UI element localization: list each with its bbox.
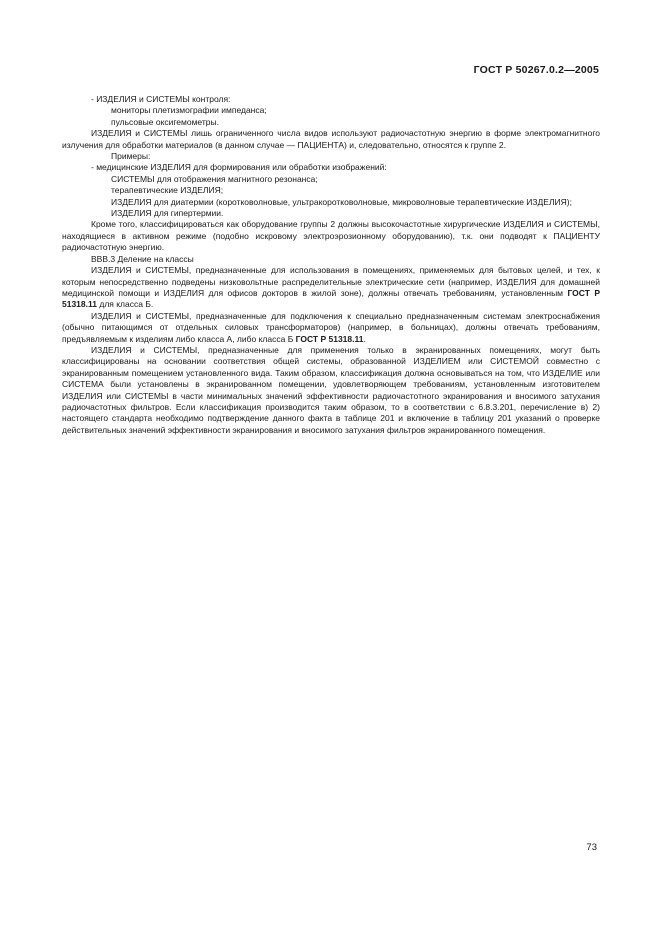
- paragraph: ИЗДЕЛИЯ и СИСТЕМЫ лишь ограниченного числа видов используют радиочастотную энергию в форме электромагнитного излучения для обработки материалов (в данном случае — ПАЦИЕНТА) и, следовательно, относятся к группе 2.: [62, 128, 600, 150]
- list-item: - медицинские ИЗДЕЛИЯ для формирования или обработки изображений:: [91, 162, 387, 173]
- list-item: ИЗДЕЛИЯ для диатермии (коротковолновые, ультракоротковолновые, микроволновые терапевтические ИЗДЕЛИЯ);: [111, 196, 572, 207]
- paragraph-text: ИЗДЕЛИЯ и СИСТЕМЫ, предназначенные для подключения к специально предназначенным системам электроснабжения (обычно питающимся от отдельных силовых трансформаторов) (например, в больницах), должны отвечать требованиям, предъявляемым к изделиям либо класса А, либо класса Б: [62, 310, 600, 344]
- standard-reference: ГОСТ Р 51318.11: [295, 333, 364, 344]
- paragraph: Кроме того, классифицироваться как оборудование группы 2 должны высокочастотные хирургические ИЗДЕЛИЯ и СИСТЕМЫ, находящиеся в активном режиме (подобно искровому электроэрозионному оборудованию), т.к. они подводят к ПАЦИЕНТУ радиочастотную энергию.: [62, 219, 600, 253]
- paragraph: [62, 311, 600, 345]
- paragraph-text: ИЗДЕЛИЯ и СИСТЕМЫ, предназначенные для использования в помещениях, применяемых для бытовых целей, и тех, к которым непосредственно подведены низковольтные распределительные электрические сети (например, ИЗДЕЛИЯ для домашней медицинской помощи и ИЗДЕЛИЯ для офисов докторов в жилой зоне), должны отвечать требованиям, установленным: [62, 265, 600, 298]
- document-header: ГОСТ Р 50267.0.2—2005: [473, 64, 599, 76]
- paragraph: ИЗДЕЛИЯ и СИСТЕМЫ, предназначенные для применения только в экранированных помещениях, могут быть классифицированы на основании соответствия общей системы, образованной ИЗДЕЛИЕМ или СИСТЕМОЙ совместно с экранированным помещением установленного вида. Таким образом, классификация должна основываться на том, что ИЗДЕЛИЕ или СИСТЕМА были установлены в экранированном помещении, удовлетворяющем требованиям, установленным изготовителем ИЗДЕЛИЯ или СИСТЕМЫ в части минимальных значений эффективности радиочастотного экранирования и вносимого затухания радиочастотных фильтров. Если классификация производится таким образом, то в соответствии с 6.8.3.201, перечисление в) 2) настоящего стандарта необходимо подтверждение данного факта в таблице 201 и включение в таблицу 201 указаний о проверке действительных значений эффективности экранирования и вносимого затухания фильтров экранированного помещения.: [62, 344, 600, 435]
- list-item: терапевтические ИЗДЕЛИЯ;: [111, 185, 224, 196]
- list-item: - ИЗДЕЛИЯ и СИСТЕМЫ контроля:: [91, 94, 231, 104]
- list-item: ИЗДЕЛИЯ для гипертермии.: [111, 208, 224, 219]
- document-body: [62, 94, 600, 436]
- paragraph-text: для класса Б.: [99, 299, 154, 310]
- examples-heading: Примеры:: [111, 151, 151, 162]
- section-heading: ВВВ.3 Деление на классы: [91, 253, 194, 264]
- list-item: пульсовые оксигемометры.: [111, 116, 219, 127]
- paragraph: [62, 265, 600, 311]
- paragraph-text: .: [363, 333, 366, 344]
- list-item: мониторы плетизмографии импеданса;: [111, 105, 267, 116]
- standard-reference: ГОСТ Р 51318.11: [62, 287, 600, 310]
- list-item: СИСТЕМЫ для отображения магнитного резонанса;: [111, 173, 318, 184]
- page-number: 73: [586, 842, 597, 853]
